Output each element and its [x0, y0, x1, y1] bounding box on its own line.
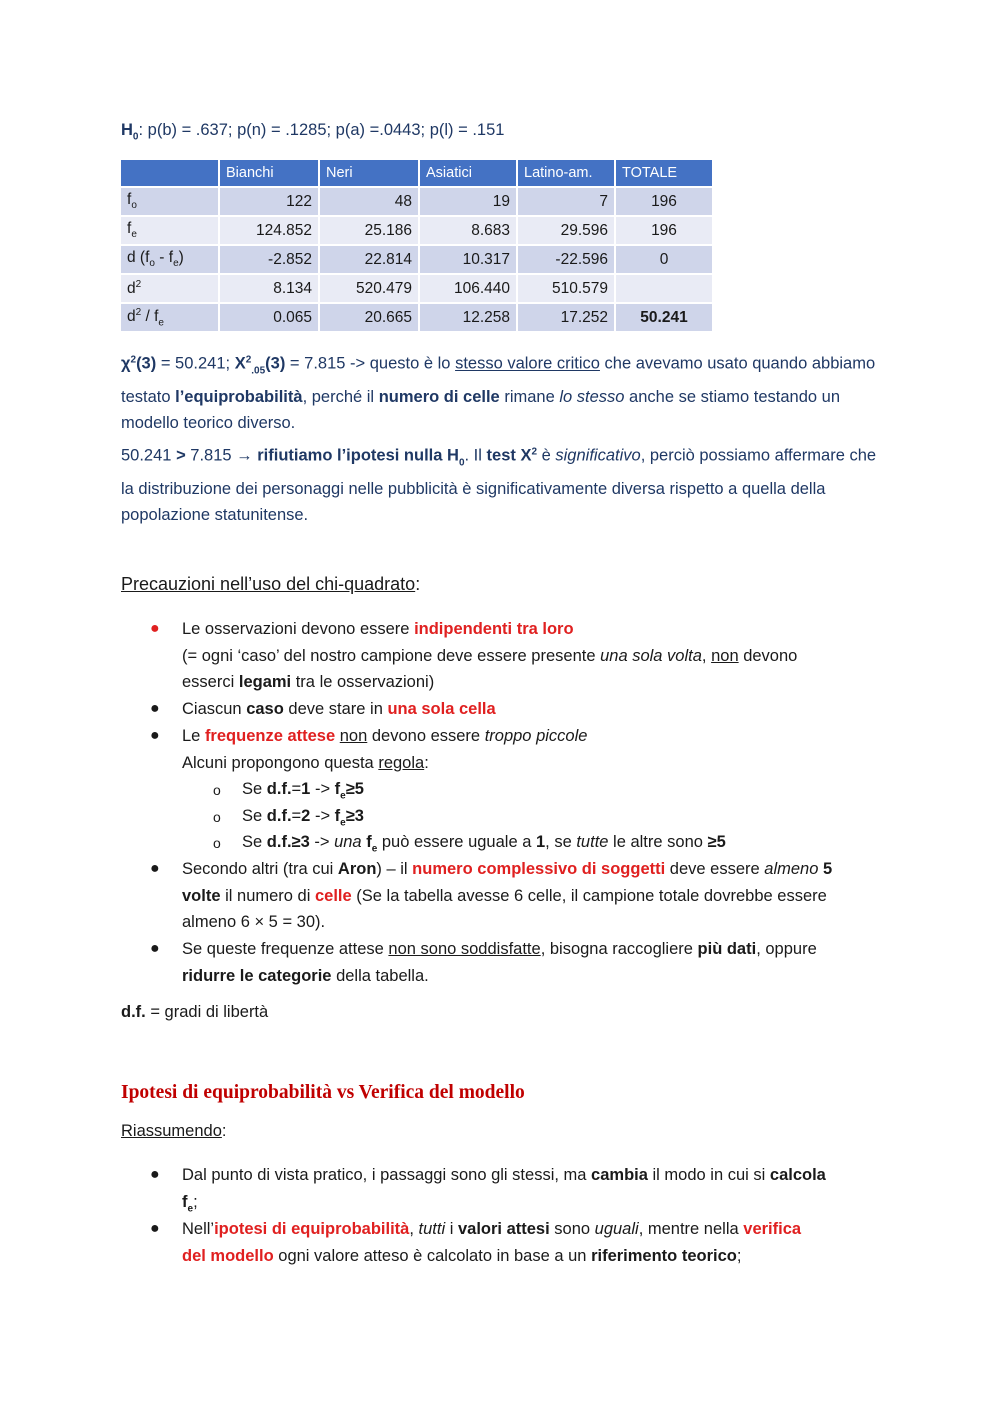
table-cell: 22.814: [319, 245, 419, 274]
table-cell: 17.252: [517, 303, 615, 331]
section-heading: Ipotesi di equiprobabilità vs Verifica del modello: [121, 1082, 525, 1103]
list-item-expected-frequencies: Le frequenze attese non devono essere troppo piccole Alcuni propongono questa regola:: [182, 727, 588, 772]
h0-subscript: 0: [132, 131, 139, 143]
row-label-d: d $(f_o - f_e)$: [121, 245, 219, 274]
row-label-fo: $f_o$: [121, 187, 219, 216]
header-cell-empty: [121, 160, 219, 187]
rule-item: Se d.f.≥3 -> una $f_e$ può essere uguale a 1, se tutte le altre sono ≥5: [242, 833, 726, 855]
rule-item: Se $d.f.=2 -> f_e\ge 3$: [242, 807, 364, 829]
df-definition: d.f. = gradi di libertà: [121, 1003, 269, 1021]
header-cell-neri: Neri: [319, 160, 419, 187]
table-row: [121, 187, 713, 216]
rule-item: Se $d.f.=1 -> f_e\ge 5$: [242, 780, 364, 802]
arrow-icon: →: [236, 446, 253, 465]
table-cell: 12.258: [419, 303, 517, 331]
table-row: [121, 245, 713, 274]
table-cell: 25.186: [319, 216, 419, 245]
table-cell: 8.683: [419, 216, 517, 245]
bullet-icon: ●: [150, 727, 160, 744]
total-cell: 196: [615, 187, 713, 216]
bullet-icon: ●: [150, 1220, 160, 1237]
summary-item-practical: Dal punto di vista pratico, i passaggi sono gli stessi, ma cambia il modo in cui si calcola $f_e$;: [182, 1166, 826, 1214]
total-cell: [615, 274, 713, 303]
circle-bullet-icon: o: [213, 835, 221, 851]
critical-value-paragraph: $\chi^2(3) = 50.241$; $X^2_{.05}(3) = 7.815$ -> questo è lo stesso valore critico che avevamo usato quando abbiamo testato l’equiprobabilità, perché il numero di celle rimane lo stesso anche se stiamo testando un modello teorico diverso.: [121, 354, 876, 432]
header-cell-bianchi: Bianchi: [219, 160, 319, 187]
h0-label: H: [121, 121, 133, 139]
chi-square-table: [121, 160, 714, 331]
table-cell: 29.596: [517, 216, 615, 245]
header-cell-asiatici: Asiatici: [419, 160, 517, 187]
table-cell: 20.665: [319, 303, 419, 331]
table-cell: 7: [517, 187, 615, 216]
table-cell: 8.134: [219, 274, 319, 303]
header-cell-latino: Latino-am.: [517, 160, 615, 187]
total-cell: 196: [615, 216, 713, 245]
table-cell: 48: [319, 187, 419, 216]
table-cell: 124.852: [219, 216, 319, 245]
summary-item-comparison: Nell’ipotesi di equiprobabilità, tutti i valori attesi sono uguali, mentre nella verifica del modello ogni valore atteso è calcolato in base a un riferimento teorico;: [182, 1220, 802, 1265]
table-cell: 122: [219, 187, 319, 216]
bullet-icon: ●: [150, 860, 160, 877]
bullet-icon: ●: [150, 1166, 160, 1183]
table-row: [121, 274, 713, 303]
precautions-title: Precauzioni nell’uso del chi-quadrato:: [121, 574, 421, 594]
row-label-fe: $f_e$: [121, 216, 219, 245]
h0-probabilities: : p(b) = .637; p(n) = .1285; p(a) =.0443; p(l) = .151: [138, 121, 505, 139]
table-cell: 510.579: [517, 274, 615, 303]
table-cell: 106.440: [419, 274, 517, 303]
chi-square-total: 50.241: [615, 303, 713, 331]
table-cell: -22.596: [517, 245, 615, 274]
table-cell: -2.852: [219, 245, 319, 274]
row-label-d-squared: $d^2$: [121, 274, 219, 303]
conclusion-paragraph: 50.241 > 7.815 → rifiutiamo l’ipotesi nulla $H_0$. Il test $X^2$ è significativo, perciò possiamo affermare che la distribuzione dei personaggi nelle pubblicità è significativamente diversa rispetto a quella della popolazione statunitense.: [121, 446, 877, 524]
null-hypothesis: [121, 121, 504, 142]
table-cell: 19: [419, 187, 517, 216]
header-cell-totale: TOTALE: [615, 160, 713, 187]
table-cell: 520.479: [319, 274, 419, 303]
bullet-icon: ●: [150, 940, 160, 957]
table-cell: 0.065: [219, 303, 319, 331]
table-row: [121, 216, 713, 245]
list-item-one-cell: Ciascun caso deve stare in una sola cella: [182, 700, 496, 718]
total-cell: 0: [615, 245, 713, 274]
list-item-not-satisfied: Se queste frequenze attese non sono soddisfatte, bisogna raccogliere più dati, oppure ridurre le categorie della tabella.: [182, 940, 817, 985]
circle-bullet-icon: o: [213, 782, 221, 798]
table-row: [121, 303, 713, 331]
bullet-icon: ●: [150, 700, 160, 717]
table-cell: 10.317: [419, 245, 517, 274]
list-item-sample-size: Secondo altri (tra cui Aron) – il numero complessivo di soggetti deve essere almeno 5 volte il numero di celle (Se la tabella avesse 6 celle, il campione totale dovrebbe essere almeno 6 × 5 = 30).: [182, 860, 833, 931]
list-item-independence: Le osservazioni devono essere indipendenti tra loro (= ogni ‘caso’ del nostro campione deve essere presente una sola volta, non devono esserci legami tra le osservazioni): [182, 620, 798, 691]
table-header-row: [121, 160, 713, 187]
bullet-icon: ●: [150, 620, 160, 637]
circle-bullet-icon: o: [213, 809, 221, 825]
row-label-d2-over-fe: $d^2 / f_e$: [121, 303, 219, 331]
summary-label: Riassumendo:: [121, 1122, 227, 1140]
